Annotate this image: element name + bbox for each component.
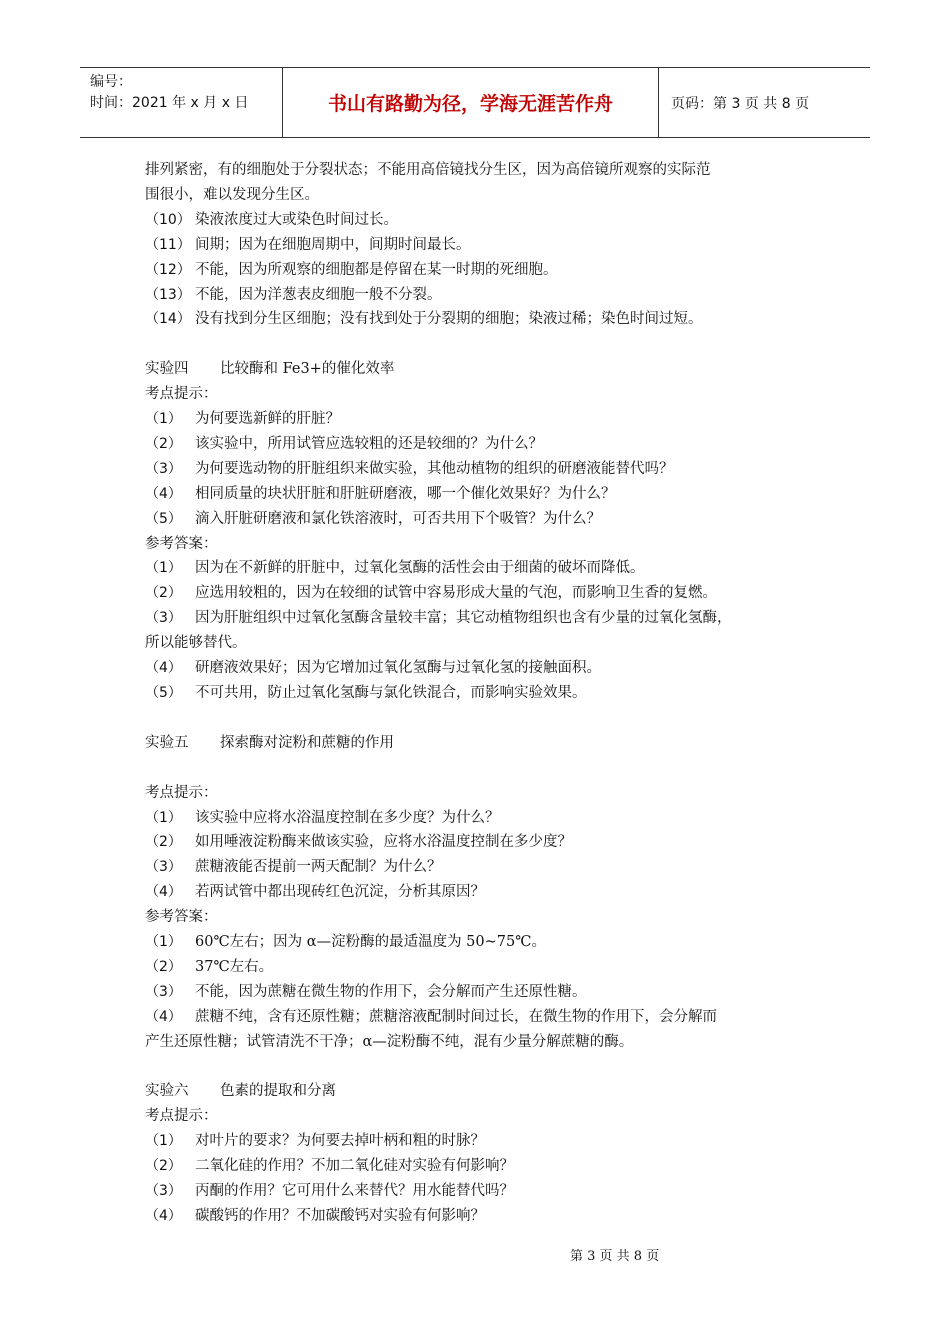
section-number: 实验五	[145, 734, 189, 751]
answer-item	[145, 606, 825, 631]
hint-item	[145, 482, 825, 507]
answer-continuation: 产生还原性糖；试管清洗不干净；α—淀粉酶不纯，混有少量分解蔗糖的酶。	[145, 1033, 634, 1050]
answer-item	[145, 980, 825, 1005]
answer-item	[145, 258, 825, 283]
item-text: 研磨液效果好；因为它增加过氧化氢酶与过氧化氢的接触面积。	[195, 660, 601, 677]
hint-item	[145, 880, 825, 905]
section-title	[145, 357, 825, 382]
item-text: 60℃左右；因为 α—淀粉酶的最适温度为 50~75℃。	[195, 934, 546, 951]
item-text: 为何要选动物的肝脏组织来做实验，其他动植物的组织的研磨液能替代吗？	[195, 460, 674, 477]
hint-item	[145, 830, 825, 855]
item-text: 该实验中应将水浴温度控制在多少度？为什么？	[195, 809, 500, 826]
item-number: （3）	[145, 1183, 182, 1200]
item-text: 不能，因为洋葱表皮细胞一般不分裂。	[195, 286, 442, 303]
section-number: 实验六	[145, 1083, 189, 1100]
item-text: 因为肝脏组织中过氧化氢酶含量较丰富；其它动植物组织也含有少量的过氧化氢酶，	[195, 610, 732, 627]
item-number: （1）	[145, 934, 182, 951]
item-number: （4）	[145, 485, 182, 502]
item-number: （5）	[145, 685, 182, 702]
hint-label: 考点提示：	[145, 1108, 218, 1125]
section-heading: 探索酶对淀粉和蔗糖的作用	[220, 734, 394, 751]
item-number: （2）	[145, 958, 182, 975]
item-number: （1）	[145, 1133, 182, 1150]
answer-item	[145, 283, 825, 308]
item-text: 蔗糖不纯，含有还原性糖；蔗糖溶液配制时间过长，在微生物的作用下，会分解而	[195, 1008, 717, 1025]
hint-item	[145, 855, 825, 880]
item-number: （3）	[145, 610, 182, 627]
item-text: 不能，因为所观察的细胞都是停留在某一时期的死细胞。	[195, 261, 558, 278]
section-heading: 色素的提取和分离	[220, 1083, 336, 1100]
item-number: （1）	[145, 411, 182, 428]
answer-item	[145, 233, 825, 258]
answer-item	[145, 681, 825, 706]
hint-item	[145, 1179, 825, 1204]
item-text: 若两试管中都出现砖红色沉淀，分析其原因？	[195, 884, 485, 901]
item-number: （4）	[145, 1008, 182, 1025]
answer-item	[145, 955, 825, 980]
answer-item	[145, 656, 825, 681]
item-text: 间期；因为在细胞周期中，间期时间最长。	[195, 236, 471, 253]
item-number: （2）	[145, 834, 182, 851]
header-motto: 书山有路勤为径，学海无涯苦作舟	[283, 68, 659, 137]
item-number: （5）	[145, 510, 182, 527]
item-number: （14）	[145, 311, 191, 328]
item-number: （10）	[145, 211, 191, 228]
item-text: 37℃左右。	[195, 958, 274, 975]
item-number: （4）	[145, 660, 182, 677]
header-page-label: 页码：第 3 页 共 8 页	[671, 95, 810, 112]
item-number: （4）	[145, 1208, 182, 1224]
answer-item	[145, 581, 825, 606]
hint-label: 考点提示：	[145, 386, 218, 403]
hint-label: 考点提示：	[145, 784, 218, 801]
page-header	[80, 67, 870, 138]
item-number: （3）	[145, 859, 182, 876]
answer-item	[145, 930, 825, 955]
item-number: （1）	[145, 809, 182, 826]
item-text: 不可共用，防止过氧化氢酶与氯化铁混合，而影响实验效果。	[195, 685, 587, 702]
header-meta	[80, 68, 283, 137]
section-number: 实验四	[145, 361, 189, 378]
item-number: （12）	[145, 261, 191, 278]
header-date-label: 时间：2021 年 x 月 x 日	[90, 95, 249, 111]
hint-item	[145, 1204, 825, 1229]
answer-label: 参考答案：	[145, 909, 218, 926]
hint-item	[145, 806, 825, 831]
answer-item	[145, 307, 825, 332]
answer-label: 参考答案：	[145, 535, 218, 552]
answer-item	[145, 208, 825, 233]
hint-item	[145, 507, 825, 532]
item-text: 蔗糖液能否提前一两天配制？为什么？	[195, 859, 442, 876]
item-number: （2）	[145, 585, 182, 602]
hint-item	[145, 457, 825, 482]
item-number: （13）	[145, 286, 191, 303]
item-text: 滴入肝脏研磨液和氯化铁溶液时，可否共用下个吸管？为什么？	[195, 510, 601, 527]
item-text: 二氧化硅的作用？不加二氧化硅对实验有何影响？	[195, 1158, 514, 1175]
item-number: （4）	[145, 884, 182, 901]
item-text: 为何要选新鲜的肝脏？	[195, 411, 340, 428]
item-number: （3）	[145, 460, 182, 477]
document-body	[145, 158, 825, 1229]
hint-item	[145, 1154, 825, 1179]
item-text: 该实验中，所用试管应选较粗的还是较细的？为什么？	[195, 435, 543, 452]
answer-continuation: 所以能够替代。	[145, 635, 247, 652]
item-text: 相同质量的块状肝脏和肝脏研磨液，哪一个催化效果好？为什么？	[195, 485, 616, 502]
item-number: （1）	[145, 560, 182, 577]
hint-item	[145, 432, 825, 457]
item-text: 染液浓度过大或染色时间过长。	[195, 211, 398, 228]
hint-item	[145, 1129, 825, 1154]
intro-line: 围很小，难以发现分生区。	[145, 186, 319, 203]
item-text: 因为在不新鲜的肝脏中，过氧化氢酶的活性会由于细菌的破坏而降低。	[195, 560, 645, 577]
item-number: （3）	[145, 983, 182, 1000]
page-footer: 第 3 页 共 8 页	[570, 1249, 660, 1264]
hint-item	[145, 407, 825, 432]
item-text: 丙酮的作用？它可用什么来替代？用水能替代吗？	[195, 1183, 514, 1200]
item-text: 应选用较粗的，因为在较细的试管中容易形成大量的气泡，而影响卫生香的复燃。	[195, 585, 717, 602]
intro-line: 排列紧密，有的细胞处于分裂状态；不能用高倍镜找分生区，因为高倍镜所观察的实际范	[145, 162, 711, 178]
header-number-label: 编号：	[90, 74, 132, 90]
item-number: （2）	[145, 1158, 182, 1175]
answer-item	[145, 556, 825, 581]
item-number: （11）	[145, 236, 191, 253]
section-heading: 比较酶和 Fe3+的催化效率	[220, 361, 395, 378]
answer-item	[145, 1005, 825, 1030]
section-title	[145, 731, 825, 756]
section-title	[145, 1079, 825, 1104]
item-text: 对叶片的要求？为何要去掉叶柄和粗的时脉？	[195, 1133, 485, 1150]
item-text: 碳酸钙的作用？不加碳酸钙对实验有何影响？	[195, 1208, 485, 1224]
item-text: 如用唾液淀粉酶来做该实验，应将水浴温度控制在多少度？	[195, 834, 572, 851]
item-number: （2）	[145, 435, 182, 452]
item-text: 没有找到分生区细胞；没有找到处于分裂期的细胞；染液过稀；染色时间过短。	[195, 311, 703, 328]
item-text: 不能，因为蔗糖在微生物的作用下，会分解而产生还原性糖。	[195, 983, 587, 1000]
